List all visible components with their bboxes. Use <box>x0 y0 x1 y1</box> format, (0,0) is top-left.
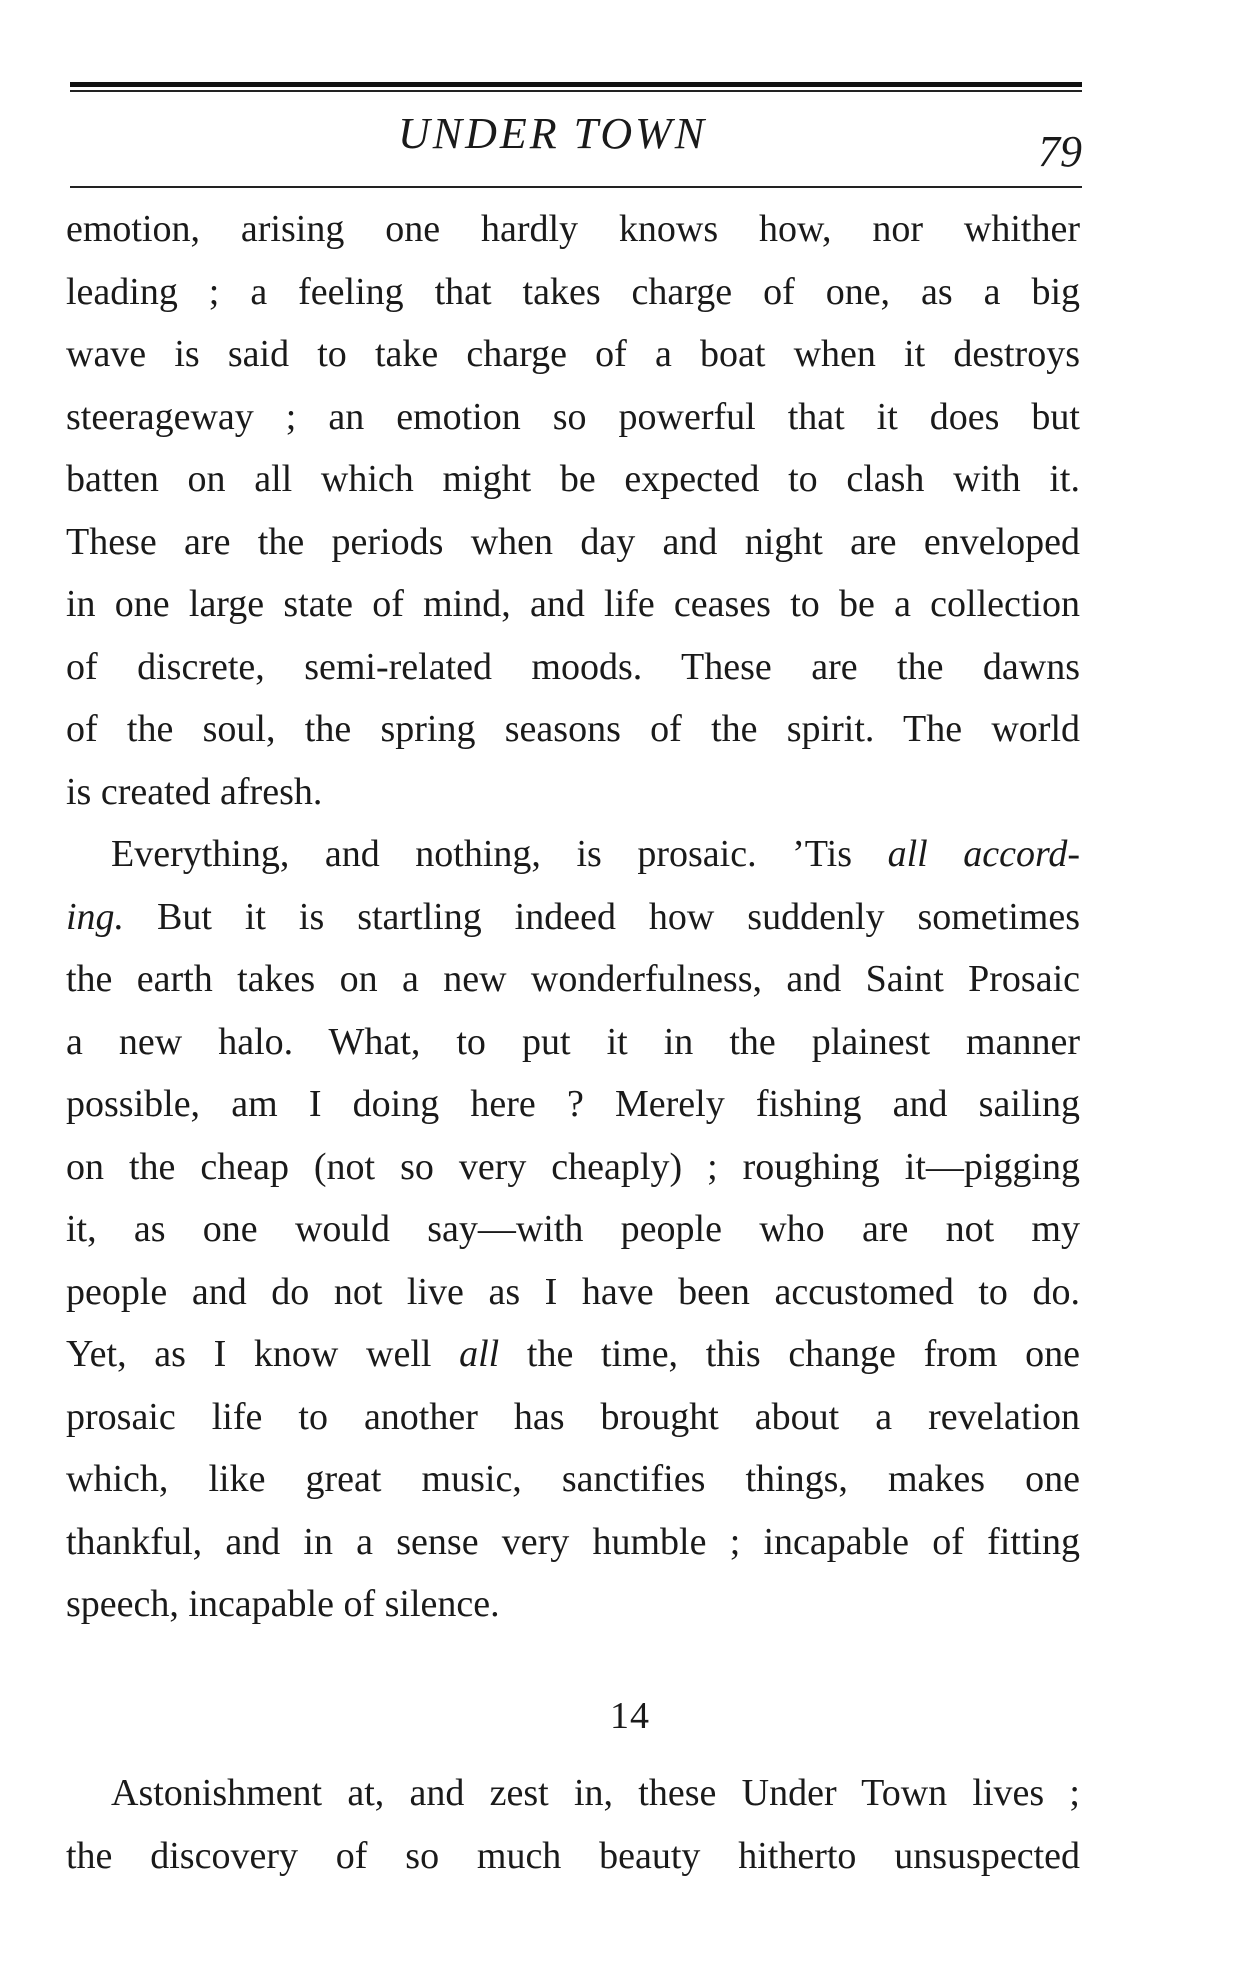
text-line <box>66 1323 1080 1386</box>
text-run: Everything, and nothing, is prosaic. ’Tis <box>111 833 888 875</box>
text-line <box>66 886 1080 949</box>
text-line: prosaic life to another has brought about a revelation <box>66 1395 1080 1438</box>
section-text <box>66 1762 1080 1887</box>
text-line: a new halo. What, to put it in the plainest manner <box>66 1020 1080 1063</box>
text-line: the discovery of so much beauty hitherto unsuspected <box>66 1834 1080 1877</box>
text-line: wave is said to take charge of a boat when it destroys <box>66 333 1080 375</box>
italic-run: all <box>459 1333 500 1375</box>
running-head <box>0 108 1260 176</box>
header-double-rule <box>70 82 1082 87</box>
text-line: speech, incapable of silence. <box>66 1583 500 1625</box>
header-bottom-rule <box>70 186 1082 188</box>
text-line: in one large state of mind, and life ceases to be a collection <box>66 583 1080 625</box>
text-line: of the soul, the spring seasons of the spirit. The world <box>66 708 1080 750</box>
text-line: These are the periods when day and night are enveloped <box>66 520 1080 563</box>
text-line: emotion, arising one hardly knows how, nor whither <box>66 208 1080 250</box>
text-line: possible, am I doing here ? Merely fishing and sailing <box>66 1083 1080 1125</box>
text-line: people and do not live as I have been accustomed to do. <box>66 1270 1080 1313</box>
text-run: But it is startling indeed how suddenly sometimes <box>124 895 1080 938</box>
italic-run: all accord- <box>887 833 1080 875</box>
text-line: the earth takes on a new wonderfulness, and Saint Prosaic <box>66 958 1080 1000</box>
text-line: of discrete, semi-related moods. These are the dawns <box>66 645 1080 688</box>
text-line: Astonishment at, and zest in, these Under Town lives ; <box>111 1772 1080 1814</box>
text-line: batten on all which might be expected to clash with it. <box>66 458 1080 500</box>
text-line: thankful, and in a sense very humble ; incapable of fitting <box>66 1520 1080 1563</box>
text-line: steerageway ; an emotion so powerful that it does but <box>66 395 1080 438</box>
text-line <box>66 823 1080 886</box>
text-line: on the cheap (not so very cheaply) ; roughing it—pigging <box>66 1145 1080 1188</box>
main-text <box>66 198 1080 1636</box>
text-line: it, as one would say—with people who are not my <box>66 1208 1080 1250</box>
header-thin-rule <box>70 90 1082 92</box>
text-line: which, like great music, sanctifies things, makes one <box>66 1458 1080 1500</box>
text-run: Yet, as I know well <box>66 1333 460 1375</box>
text-line: leading ; a feeling that takes charge of one, as a big <box>66 270 1080 313</box>
text-run: the time, this change from one <box>499 1333 1080 1375</box>
running-title: UNDER TOWN <box>398 109 708 158</box>
text-line: is created afresh. <box>66 770 323 813</box>
page-number: 79 <box>1038 127 1082 176</box>
section-number: 14 <box>610 1695 650 1737</box>
italic-run: ing. <box>66 895 125 938</box>
